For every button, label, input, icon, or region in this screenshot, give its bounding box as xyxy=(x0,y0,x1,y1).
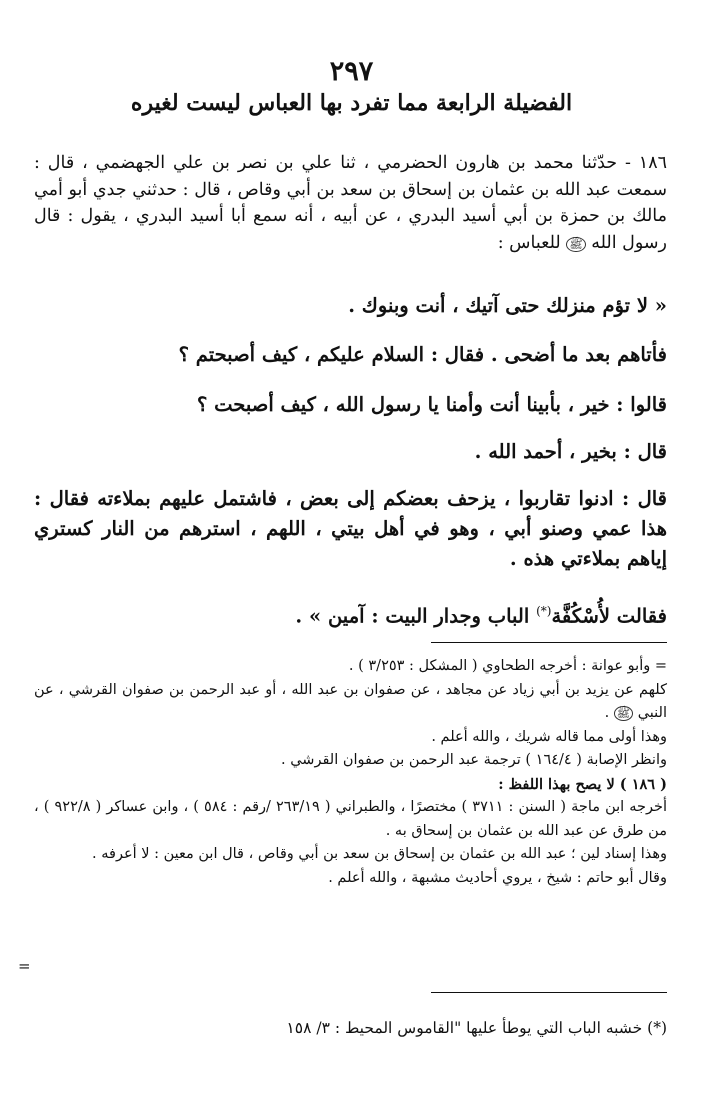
gloss-note: (*) خشبه الباب التي يوطأ عليها "القاموس المحيط : ٣/ ١٥٨ xyxy=(286,1019,667,1037)
footnote-heading: ( ١٨٦ ) لا يصح بهذا اللفظ : xyxy=(498,775,667,793)
footnote-line: وهذا إسناد لين ؛ عبد الله بن عثمان بن إسحاق بن سعد بن أبي وقاص ، قال ابن معين : لا أعرفه . xyxy=(92,846,667,862)
footnote-line: وقال أبو حاتم : شيخ ، يروي أحاديث مشبهة ، والله أعلم . xyxy=(328,869,667,886)
salla-symbol-icon: ﷺ xyxy=(566,237,585,252)
footnotes-section xyxy=(34,655,667,890)
matn-line-6-end: الباب وجدار البيت : آمين » . xyxy=(295,604,530,628)
hadith-isnad-paragraph xyxy=(34,150,667,258)
footnote-line: وانظر الإصابة ( ١٦٤/٤ ) ترجمة عبد الرحمن بن صفوان القرشي . xyxy=(280,752,667,768)
footnote-reference: (*) xyxy=(536,604,552,618)
footnote-text-end: . xyxy=(604,705,610,721)
matn-line-2: فأتاهم بعد ما أضحى . فقال : السلام عليكم ، كيف أصبحتم ؟ xyxy=(178,343,667,366)
footnote-line: = وأبو عوانة : أخرجه الطحاوي ( المشكل : ٣/٢٥٣ ) . xyxy=(348,658,667,674)
isnad-text: ١٨٦ - حدّثنا محمد بن هارون الحضرمي ، ثنا علي بن نصر بن علي الجهضمي ، قال : سمعت عبد الله بن عثمان بن إسحاق بن سعد بن أبي وقاص ، قال : حدثني جدي أبو أمي مالك بن حمزة بن أبي أسيد البدري ، عن أبيه ، أنه سمع أبا أسيد البدري ، يقول : قال رسول الله xyxy=(34,153,667,253)
continuation-mark: = xyxy=(18,957,31,975)
matn-line-5: قال : ادنوا تقاربوا ، يزحف بعضكم إلى بعض ، فاشتمل عليهم بملاءته فقال : هذا عمي وصنو أبي ، وهو في أهل بيتي ، اللهم ، استرهم من النار كستري إياهم بملاءتي هذه . xyxy=(34,487,667,570)
gloss-divider xyxy=(431,992,667,993)
footnote-line: أخرجه ابن ماجة ( السنن : ٣٧١١ ) مختصرًا ، والطبراني ( ٢٦٣/١٩ /رقم : ٥٨٤ ) ، وابن عساكر ( ٩٢٢/٨ ) ، من طرق عن عبد الله بن عثمان بن إسحاق به . xyxy=(34,799,668,839)
matn-line-4: قال : بخير ، أحمد الله . xyxy=(474,440,667,463)
footnote-line: وهذا أولى مما قاله شريك ، والله أعلم . xyxy=(431,728,667,745)
matn-line-3: قالوا : خير ، بأبينا أنت وأمنا يا رسول الله ، كيف أصبحت ؟ xyxy=(197,393,667,416)
matn-line-1: « لا تؤم منزلك حتى آتيك ، أنت وبنوك . xyxy=(348,294,667,317)
footnote-text: كلهم عن يزيد بن أبي زياد عن مجاهد ، عن صفوان بن عبد الله ، أو عبد الرحمن بن صفوان القرشي ، عن النبي xyxy=(34,681,667,721)
chapter-title: الفضيلة الرابعة مما تفرد بها العباس ليست لغيره xyxy=(130,90,573,116)
matn-line-6 xyxy=(34,596,667,632)
salla-symbol-icon: ﷺ xyxy=(614,706,633,721)
isnad-text-end: للعباس : xyxy=(497,232,561,253)
page-number: ٢٩٧ xyxy=(329,56,374,87)
matn-line-6-start: فقالت لأُسْكُفَّة xyxy=(551,604,667,628)
footnote-line xyxy=(34,679,667,726)
footnote-divider xyxy=(431,642,667,643)
